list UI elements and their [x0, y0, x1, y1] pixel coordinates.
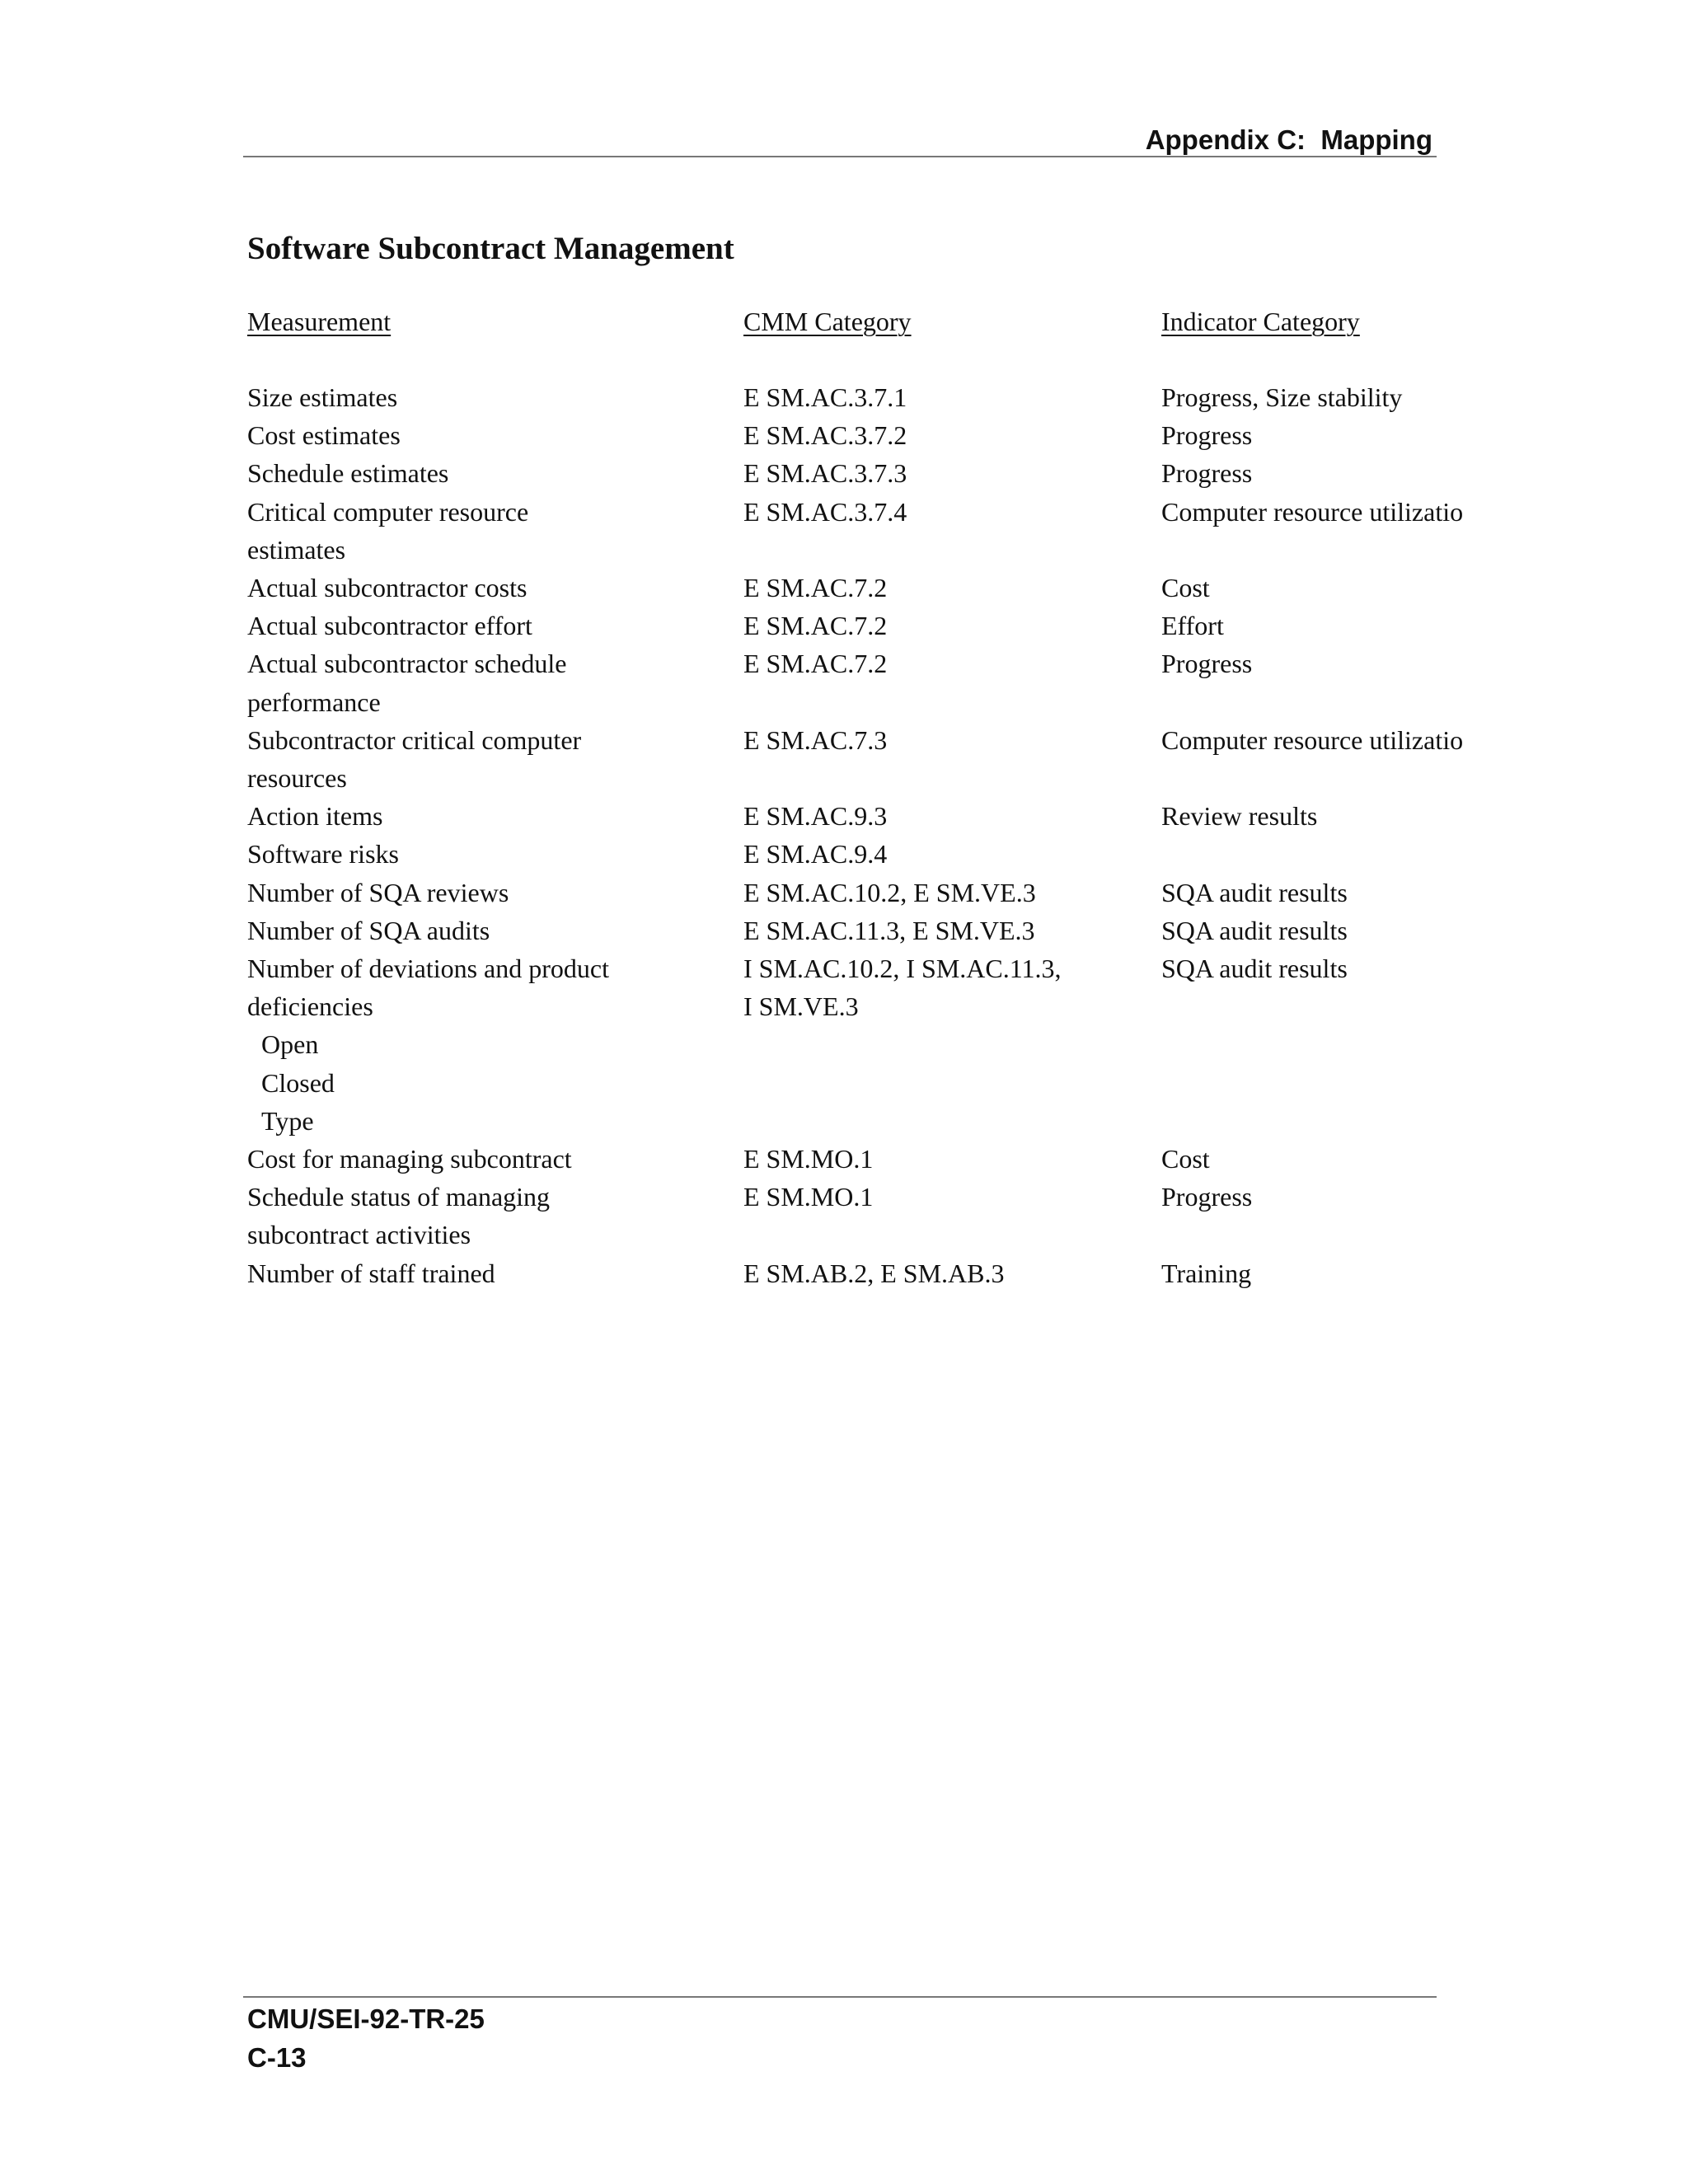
table-row [247, 416, 1467, 454]
cmm-category-cell [743, 378, 907, 416]
cmm-category-text: E SM.AC.11.3, E SM.VE.3 [743, 915, 1035, 945]
measurement-text: Software risks [247, 839, 399, 869]
measurement-cell [247, 721, 709, 797]
indicator-category-cell: Progress [1161, 1182, 1253, 1212]
cmm-category-text: E SM.AC.7.3 [743, 724, 888, 755]
measurement-text: Number of deviations and product [247, 954, 609, 984]
cmm-category-text: E SM.AC.3.7.2 [743, 420, 907, 451]
cmm-category-text: I SM.AC.10.2, I SM.AC.11.3, [743, 954, 1062, 984]
measurement-sub-item: Open [261, 1029, 319, 1060]
cmm-category-cell [743, 797, 887, 835]
table-row [247, 1178, 1467, 1254]
table-row [247, 1254, 1467, 1292]
indicator-category-cell: Progress [1161, 420, 1253, 451]
measurement-text: Schedule status of managing [247, 1182, 551, 1212]
measurement-cell [247, 797, 709, 835]
cmm-category-cell [743, 644, 887, 682]
measurement-text: Schedule estimates [247, 458, 449, 489]
table-row [247, 493, 1467, 569]
table-row [247, 569, 1467, 607]
cmm-category-cell [743, 874, 1036, 912]
measurement-sub-item: Closed [261, 1067, 335, 1098]
measurement-cell [247, 416, 709, 454]
cmm-category-cell [743, 454, 907, 492]
measurement-text: Cost for managing subcontract [247, 1144, 572, 1174]
cmm-category-cell [743, 1254, 1005, 1292]
indicator-category-cell: SQA audit results [1161, 877, 1348, 907]
measurement-cell [247, 949, 709, 1140]
measurement-text: Number of SQA reviews [247, 877, 509, 907]
table-row [247, 835, 1467, 873]
indicator-category-cell: Computer resource utilizatio [1161, 496, 1464, 527]
measurement-cell [247, 644, 709, 720]
table-row [247, 721, 1467, 797]
measurement-text: estimates [247, 534, 346, 565]
report-id: CMU/SEI-92-TR-25 [247, 2004, 485, 2034]
table-body [247, 378, 1467, 1292]
measurement-cell [247, 493, 709, 569]
column-header-indicator-category: Indicator Category [1161, 307, 1360, 336]
measurement-sub-item: Type [261, 1105, 314, 1136]
cmm-category-cell [743, 416, 907, 454]
table-row [247, 797, 1467, 835]
table-row [247, 378, 1467, 416]
measurement-cell [247, 607, 709, 644]
cmm-category-text: E SM.AC.3.7.4 [743, 496, 907, 527]
cmm-category-cell [743, 493, 907, 531]
measurement-cell [247, 912, 709, 949]
cmm-category-text: E SM.AC.7.2 [743, 573, 888, 603]
measurement-text: Number of staff trained [247, 1258, 495, 1288]
cmm-category-cell [743, 607, 887, 644]
cmm-category-text: E SM.AC.7.2 [743, 611, 888, 641]
column-header-cmm-category: CMM Category [743, 307, 912, 336]
measurement-text: performance [247, 687, 381, 717]
cmm-category-text: E SM.AC.9.4 [743, 839, 888, 869]
cmm-category-text: E SM.AC.3.7.3 [743, 458, 907, 489]
footer-rule [243, 1996, 1437, 1998]
indicator-category-cell: Progress [1161, 649, 1253, 679]
indicator-category-cell: Computer resource utilizatio [1161, 724, 1464, 755]
cmm-category-cell [743, 912, 1035, 949]
measurement-cell [247, 378, 709, 416]
measurement-text: Critical computer resource [247, 496, 529, 527]
running-header: Appendix C: Mapping [1145, 124, 1432, 155]
cmm-category-cell [743, 1178, 873, 1216]
measurement-text: Size estimates [247, 382, 398, 412]
measurement-cell [247, 454, 709, 492]
column-header-measurement: Measurement [247, 307, 392, 336]
cmm-category-cell [743, 1140, 873, 1178]
indicator-category-cell: Training [1161, 1258, 1252, 1288]
header-rule [243, 156, 1437, 157]
table-row [247, 874, 1467, 912]
cmm-category-text: E SM.MO.1 [743, 1182, 874, 1212]
table-row [247, 607, 1467, 644]
indicator-category-cell: Review results [1161, 801, 1318, 832]
cmm-category-text: E SM.AC.7.2 [743, 649, 888, 679]
page-number: C-13 [247, 2042, 307, 2073]
indicator-category-cell: Cost [1161, 1144, 1210, 1174]
indicator-category-cell: Cost [1161, 573, 1210, 603]
measurement-text: Actual subcontractor effort [247, 611, 532, 641]
measurement-cell [247, 835, 709, 873]
measurement-text: deficiencies [247, 991, 373, 1022]
cmm-category-cell [743, 569, 887, 607]
cmm-category-cell [743, 835, 887, 873]
measurement-cell [247, 569, 709, 607]
measurement-text: Cost estimates [247, 420, 401, 451]
indicator-category-cell: Effort [1161, 611, 1224, 641]
table-row [247, 949, 1467, 1140]
measurement-text: Actual subcontractor schedule [247, 649, 567, 679]
mapping-table [247, 302, 1467, 1292]
measurement-text: Action items [247, 801, 383, 832]
measurement-text: Actual subcontractor costs [247, 573, 528, 603]
measurement-cell [247, 1140, 709, 1178]
measurement-text: Number of SQA audits [247, 915, 490, 945]
cmm-category-text: I SM.VE.3 [743, 991, 859, 1022]
table-row [247, 912, 1467, 949]
table-row [247, 644, 1467, 720]
measurement-text: subcontract activities [247, 1220, 471, 1250]
indicator-category-cell: SQA audit results [1161, 954, 1348, 984]
table-row [247, 454, 1467, 492]
indicator-category-cell: Progress, Size stability [1161, 382, 1403, 412]
indicator-category-cell: Progress [1161, 458, 1253, 489]
table-row [247, 1140, 1467, 1178]
cmm-category-text: E SM.AB.2, E SM.AB.3 [743, 1258, 1005, 1288]
measurement-cell [247, 874, 709, 912]
cmm-category-text: E SM.AC.9.3 [743, 801, 888, 832]
page-footer [247, 1999, 485, 2077]
table-header-row [247, 302, 1467, 340]
cmm-category-cell [743, 721, 887, 759]
measurement-cell [247, 1178, 709, 1254]
cmm-category-text: E SM.MO.1 [743, 1144, 874, 1174]
cmm-category-text: E SM.AC.3.7.1 [743, 382, 907, 412]
measurement-text: Subcontractor critical computer [247, 724, 582, 755]
cmm-category-cell [743, 949, 1062, 1025]
measurement-cell [247, 1254, 709, 1292]
indicator-category-cell: SQA audit results [1161, 915, 1348, 945]
measurement-text: resources [247, 763, 347, 794]
cmm-category-text: E SM.AC.10.2, E SM.VE.3 [743, 877, 1036, 907]
section-title: Software Subcontract Management [247, 231, 734, 266]
